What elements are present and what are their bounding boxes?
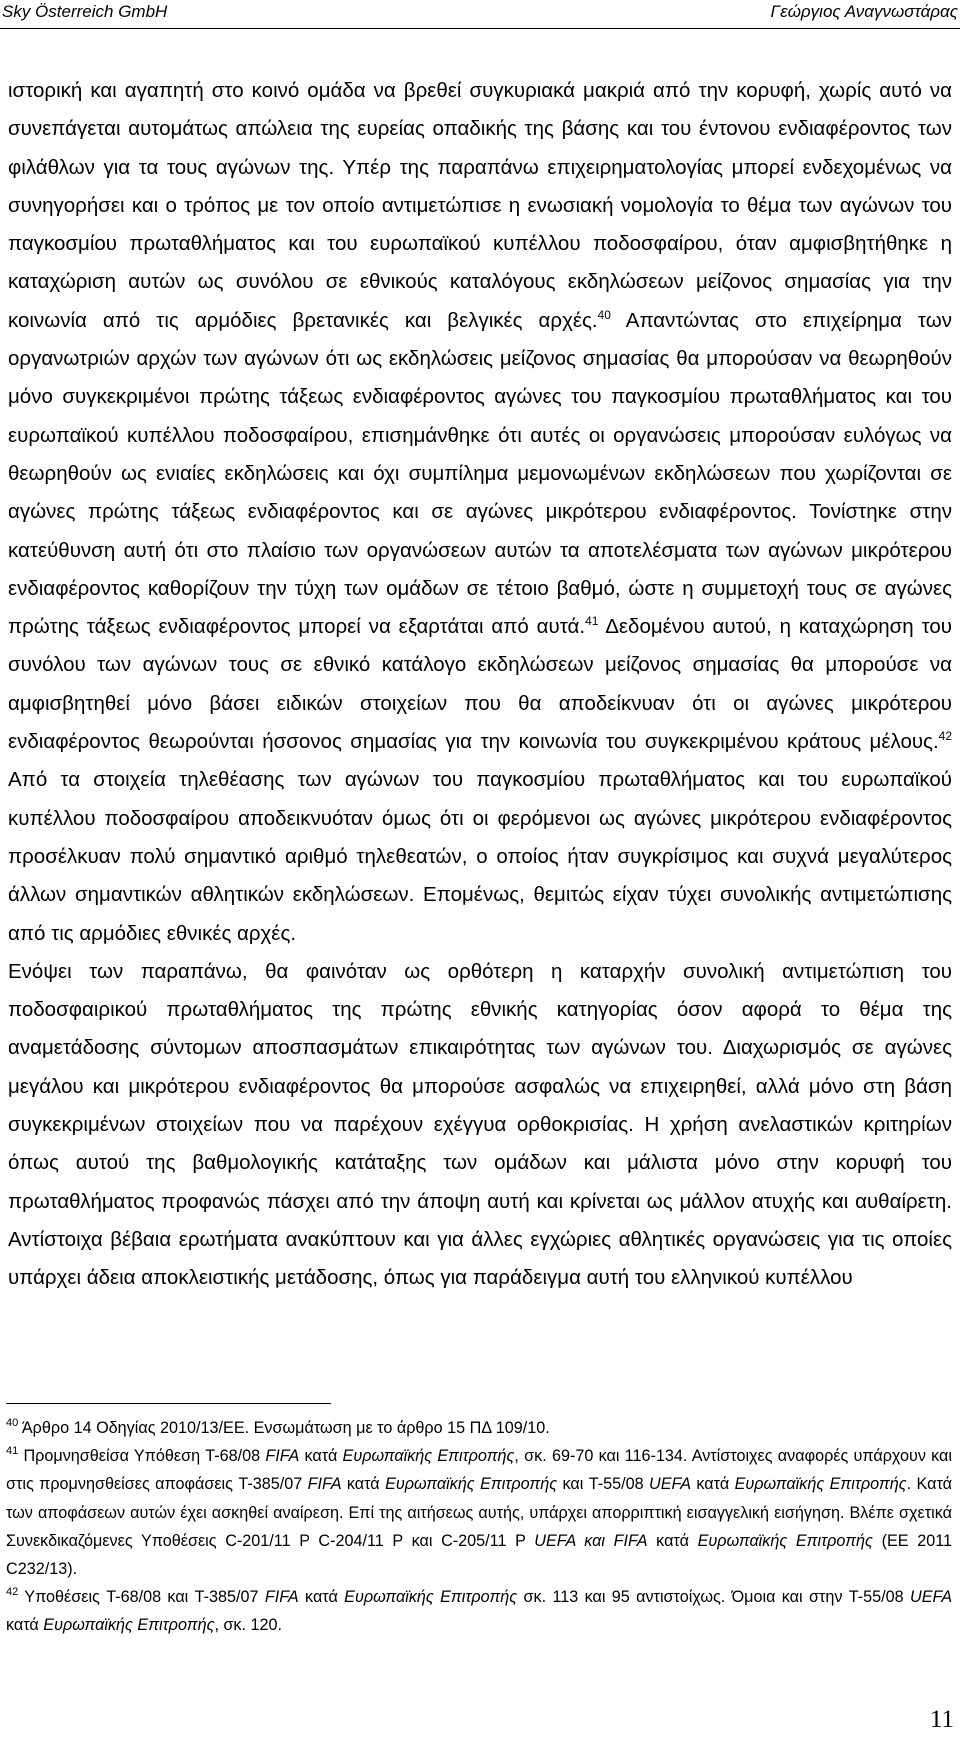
page-header bbox=[0, 0, 960, 28]
footnote-ref-40[interactable]: 40 bbox=[597, 307, 611, 322]
footnote-41: $^{41}$ Προμνησθείσα Υπόθεση T-68/08 FIFA κατά Ευρωπαϊκής Επιτροπής, σκ. 69-70 και 116-134. Αντίστοιχες αναφορές υπάρχουν και στις προμνησθείσες αποφάσεις T-385/07 FIFA κατά Ευρωπαϊκής Επιτροπής και T-55/08 UEFA κατά Ευρωπαϊκής Επιτροπής. Κατά των αποφάσεων αυτών έχει ασκηθεί αναίρεση. Επί της αιτήσεως αυτής, υπάρχει απορριπτική εισαγγελική εισήγηση. Βλέπε σχετικά Συνεκδικαζόμενες Υποθέσεις C-201/11 P C-204/11 P και C-205/11 P UEFA και FIFA κατά Ευρωπαϊκής Επιτροπής (ΕΕ 2011 C232/13). bbox=[6, 1445, 953, 1579]
main-text bbox=[8, 72, 952, 1298]
page-number: 11 bbox=[929, 1706, 954, 1733]
paragraph: Ενόψει των παραπάνω, θα φαινόταν ως ορθότερη η καταρχήν συνολική αντιμετώπιση του ποδοσφαιρικού πρωταθλήματος της πρώτης εθνικής κατηγορίας όσον αφορά το θέμα της αναμετάδοσης σύντομων αποσπασμάτων επικαιρότητας των αγώνων του. Διαχωρισμός σε αγώνες μεγάλου και μικρότερου ενδιαφέροντος θα μπορούσε ασφαλώς να επιχειρηθεί, αλλά μόνο στη βάση συγκεκριμένων στοιχείων που να παρέχουν εχέγγυα ορθοκρισίας. Η χρήση ανελαστικών κριτηρίων όπως αυτού της βαθμολογικής κατάταξης των ομάδων και μάλιστα μόνο στην κορυφή του πρωταθλήματος προφανώς πάσχει από την άποψη αυτή και κρίνεται ως μάλλον ατυχής και αυθαίρετη. Αντίστοιχα βέβαια ερωτήματα ανακύπτουν και για άλλες εγχώριες αθλητικές οργανώσεις για τις οποίες υπάρχει άδεια αποκλειστικής μετάδοσης, όπως για παράδειγμα αυτή του ελληνικού κυπέλλου bbox=[8, 959, 952, 1290]
footnote-ref-41[interactable]: 41 bbox=[585, 614, 599, 629]
header-divider bbox=[0, 28, 960, 29]
header-company: Sky Österreich GmbH bbox=[2, 2, 168, 21]
paragraph: ιστορική και αγαπητή στο κοινό ομάδα να βρεθεί συγκυριακά μακριά από την κορυφή, χωρίς αυτό να συνεπάγεται αυτομάτως απώλεια της ευρείας οπαδικής της βάσης και του έντονου ενδιαφέροντος των φιλάθλων για τα τους αγώνων της. Υπέρ της παραπάνω επιχειρηματολογίας μπορεί ενδεχομένως να συνηγορήσει και ο τρόπος με τον οποίο αντιμετώπισε η ενωσιακή νομολογία το θέμα των αγώνων του παγκοσμίου πρωταθλήματος και του ευρωπαϊκού κυπέλλου ποδοσφαίρου, όταν αμφισβητήθηκε η καταχώριση αυτών ως συνόλου σε εθνικούς καταλόγους εκδηλώσεων μείζονος σημασίας για την κοινωνία από τις αρμόδιες βρετανικές και βελγικές αρχές.$^{40}$ Απαντώντας στο επιχείρημα των οργανωτριών αρχών των αγώνων ότι ως εκδηλώσεις μείζονος σημασίας θα μπορούσαν να θεωρηθούν μόνο συγκεκριμένοι πρώτης τάξεως ενδιαφέροντος αγώνες του παγκοσμίου πρωταθλήματος και του ευρωπαϊκού κυπέλλου ποδοσφαίρου, επισημάνθηκε ότι αυτές οι οργανώσεις μπορούσαν ευλόγως να θεωρηθούν ως ενιαίες εκδηλώσεις και όχι συμπίλημα μεμονωμένων εκδηλώσεων που χωρίζονται σε αγώνες πρώτης τάξεως ενδιαφέροντος και σε αγώνες μικρότερου ενδιαφέροντος. Τονίστηκε στην κατεύθυνση αυτή ότι στο πλαίσιο των οργανώσεων αυτών τα αποτελέσματα των αγώνων μικρότερου ενδιαφέροντος καθορίζουν την τύχη των ομάδων σε τέτοιο βαθμό, ώστε η συμμετοχή τους σε αγώνες πρώτης τάξεως ενδιαφέροντος μπορεί να εξαρτάται από αυτά.$^{41}$ Δεδομένου αυτού, η καταχώρηση του συνόλου των αγώνων τους σε εθνικό κατάλογο εκδηλώσεων μείζονος σημασίας θα μπορούσε να αμφισβητηθεί μόνο βάσει ειδικών στοιχείων που θα αποδείκνυαν ότι οι αγώνες μικρότερου ενδιαφέροντος θεωρούνται ήσσονος σημασίας για την κοινωνία του συγκεκριμένου κράτους μέλους.$^{42}$ Από τα στοιχεία τηλεθέασης των αγώνων του παγκοσμίου πρωταθλήματος και του ευρωπαϊκού κυπέλλου ποδοσφαίρου αποδεικνυόταν όμως ότι οι φερόμενοι ως αγώνες μικρότερου ενδιαφέροντος προσέλκυαν πολύ σημαντικό αριθμό τηλεθεατών, ο οποίος ήταν συγκρίσιμος και συχνά μεγαλύτερος άλλων σημαντικών αθλητικών εκδηλώσεων. Επομένως, θεμιτώς είχαν τύχει συνολικής αντιμετώπισης από τις αρμόδιες εθνικές αρχές. bbox=[8, 79, 952, 945]
footnote-ref-42[interactable]: 42 bbox=[938, 729, 952, 744]
footnote-40: $^{40}$ Άρθρο 14 Οδηγίας 2010/13/ΕΕ. Ενσωμάτωση με το άρθρο 15 ΠΔ 109/10. bbox=[6, 1417, 550, 1437]
footnote-42: $^{42}$ Υποθέσεις T-68/08 και T-385/07 FIFA κατά Ευρωπαϊκής Επιτροπής σκ. 113 και 95 αντιστοίχως. Όμοια και στην T-55/08 UEFA κατά Ευρωπαϊκής Επιτροπής, σκ. 120. bbox=[6, 1586, 952, 1635]
footnotes bbox=[6, 1414, 952, 1640]
footnote-divider bbox=[6, 1403, 331, 1404]
header-author: Γεώργιος Αναγνωστάρας bbox=[770, 2, 958, 21]
